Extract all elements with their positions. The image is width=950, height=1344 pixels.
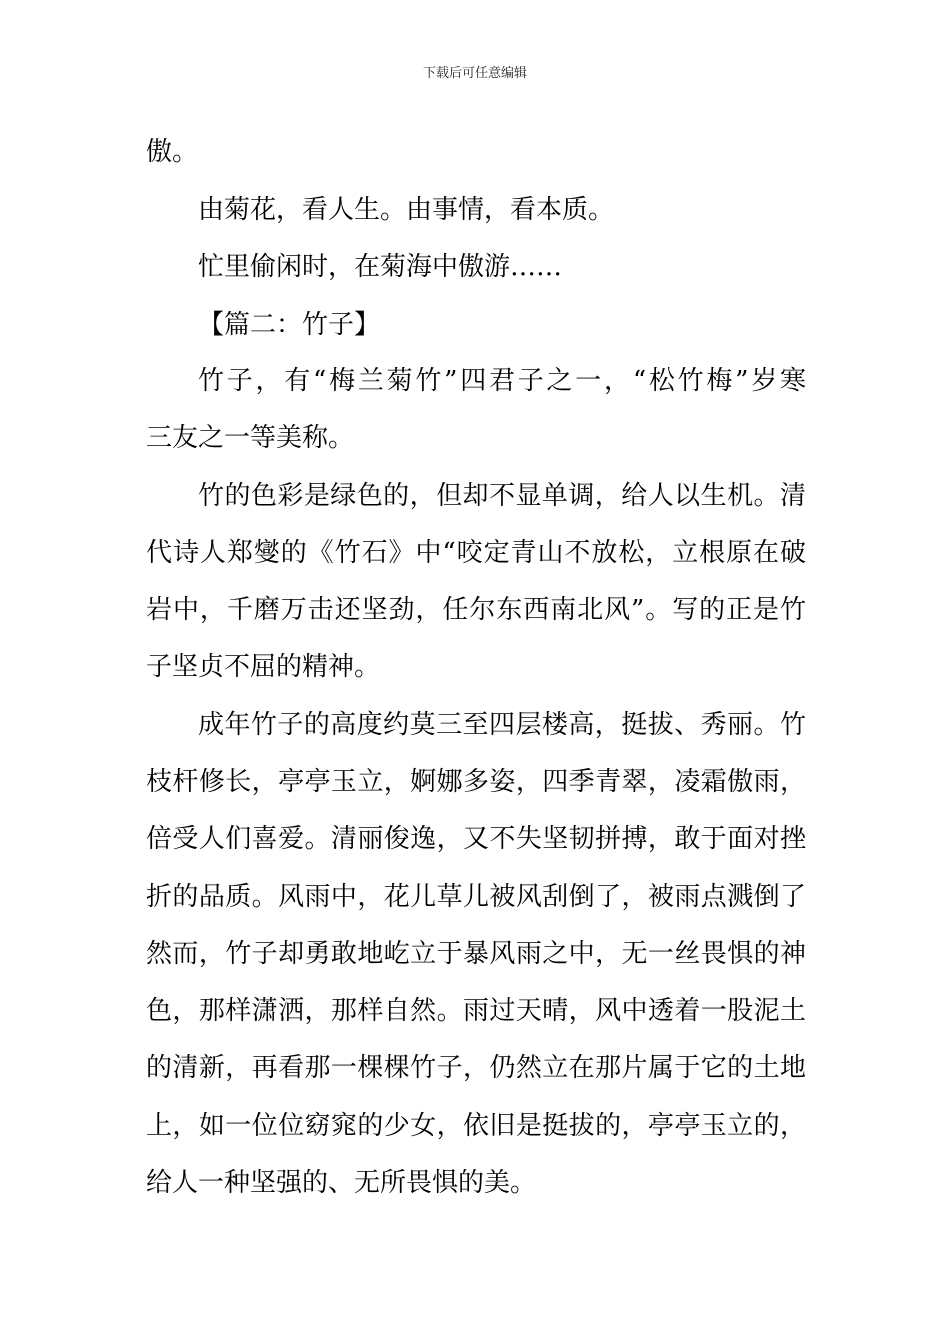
text-line: 然而，竹子却勇敢地屹立于暴风雨之中，无一丝畏惧的神 — [146, 939, 806, 969]
text-line: 岩中，千磨万击还坚劲，任尔东西南北风”。写的正是竹 — [146, 595, 806, 625]
text-line: 子坚贞不屈的精神。 — [146, 652, 381, 682]
text-line: 由菊花，看人生。由事情，看本质。 — [198, 195, 615, 225]
text-line: 色，那样潇洒，那样自然。雨过天晴，风中透着一股泥土 — [146, 996, 806, 1026]
text-line: 的清新，再看那一棵棵竹子，仍然立在那片属于它的土地 — [146, 1053, 806, 1083]
text-line: 成年竹子的高度约莫三至四层楼高，挺拔、秀丽。竹 — [198, 710, 806, 740]
text-line: 忙里偷闲时，在菊海中傲游…… — [198, 252, 563, 282]
text-line: 枝杆修长，亭亭玉立，婀娜多姿，四季青翠，凌霜傲雨， — [146, 767, 806, 797]
text-line: 折的品质。风雨中，花儿草儿被风刮倒了，被雨点溅倒了 — [146, 882, 806, 912]
text-line: 倍受人们喜爱。清丽俊逸，又不失坚韧拼搏，敢于面对挫 — [146, 824, 806, 854]
text-line: 傲。 — [146, 137, 199, 167]
text-line: 竹子，有“梅兰菊竹”四君子之一，“松竹梅”岁寒 — [198, 366, 806, 396]
text-line: 竹的色彩是绿色的，但却不显单调，给人以生机。清 — [198, 481, 806, 511]
section-heading: 【篇二：竹子】 — [198, 310, 381, 340]
text-line: 上，如一位位窈窕的少女，依旧是挺拔的，亭亭玉立的， — [146, 1111, 806, 1141]
text-line: 三友之一等美称。 — [146, 423, 355, 453]
text-line: 给人一种坚强的、无所畏惧的美。 — [146, 1168, 537, 1198]
page-header: 下载后可任意编辑 — [422, 66, 527, 81]
text-line: 代诗人郑燮的《竹石》中“咬定青山不放松，立根原在破 — [146, 538, 806, 568]
